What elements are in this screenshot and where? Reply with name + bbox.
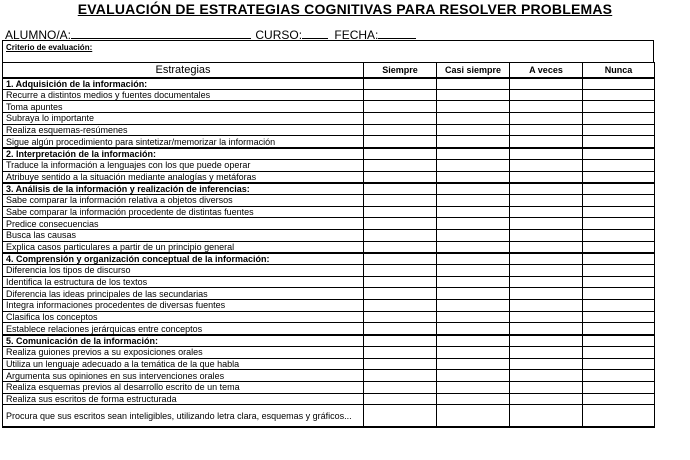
strategy-label: Diferencia las ideas principales de las secundarias: [3, 288, 364, 300]
rating-cell-nunca[interactable]: [583, 171, 655, 183]
rating-cell-siempre[interactable]: [364, 124, 437, 136]
section-row: [3, 148, 655, 160]
rating-cell-a-veces[interactable]: [510, 370, 583, 382]
rating-cell-casi-siempre[interactable]: [437, 265, 510, 277]
rating-cell-a-veces[interactable]: [510, 136, 583, 148]
rating-cell-siempre[interactable]: [364, 113, 437, 125]
rating-cell-casi-siempre[interactable]: [437, 253, 510, 265]
strategy-label: Traduce la información a lenguajes con los que puede operar: [3, 159, 364, 171]
strategy-row: [3, 346, 655, 358]
rating-cell-a-veces[interactable]: [510, 241, 583, 253]
rating-cell-a-veces[interactable]: [510, 148, 583, 160]
strategy-label: Explica casos particulares a partir de un principio general: [3, 241, 364, 253]
strategy-row: [3, 311, 655, 323]
rating-cell-siempre[interactable]: [364, 288, 437, 300]
strategy-label: Busca las causas: [3, 229, 364, 241]
strategy-row: [3, 358, 655, 370]
strategy-label: Predice consecuencias: [3, 218, 364, 230]
rating-cell-casi-siempre[interactable]: [437, 136, 510, 148]
rating-cell-siempre[interactable]: [364, 206, 437, 218]
rating-cell-siempre[interactable]: [364, 381, 437, 393]
rating-cell-siempre[interactable]: [364, 194, 437, 206]
rating-cell-siempre[interactable]: [364, 171, 437, 183]
rating-cell-nunca[interactable]: [583, 136, 655, 148]
strategy-label: Sigue algún procedimiento para sintetizar/memorizar la información: [3, 136, 364, 148]
rating-cell-casi-siempre[interactable]: [437, 311, 510, 323]
rating-cell-a-veces[interactable]: [510, 265, 583, 277]
rating-cell-siempre[interactable]: [364, 229, 437, 241]
strategy-row: [3, 124, 655, 136]
rating-cell-nunca[interactable]: [583, 405, 655, 427]
rating-cell-siempre[interactable]: [364, 241, 437, 253]
rating-cell-a-veces[interactable]: [510, 288, 583, 300]
rating-cell-a-veces[interactable]: [510, 159, 583, 171]
strategy-label: Atribuye sentido a la situación mediante analogías y metáforas: [3, 171, 364, 183]
column-header-nunca: Nunca: [583, 63, 655, 78]
section-row: [3, 335, 655, 347]
fecha-label: FECHA:: [334, 28, 379, 42]
rating-cell-siempre[interactable]: [364, 101, 437, 113]
document-title: EVALUACIÓN DE ESTRATEGIAS COGNITIVAS PARA RESOLVER PROBLEMAS: [77, 1, 613, 17]
section-title: 5. Comunicación de la información:: [3, 335, 364, 347]
rating-cell-casi-siempre[interactable]: [437, 194, 510, 206]
strategy-row: [3, 218, 655, 230]
strategy-label: Toma apuntes: [3, 101, 364, 113]
rating-cell-nunca[interactable]: [583, 358, 655, 370]
rating-cell-casi-siempre[interactable]: [437, 171, 510, 183]
rating-cell-nunca[interactable]: [583, 241, 655, 253]
rating-cell-a-veces[interactable]: [510, 101, 583, 113]
strategy-row: [3, 323, 655, 335]
rating-cell-nunca[interactable]: [583, 311, 655, 323]
strategy-row: [3, 159, 655, 171]
strategy-label: Procura que sus escritos sean inteligibles, utilizando letra clara, esquemas y gráficos...: [3, 405, 364, 427]
criterio-label: Criterio de evaluación:: [6, 43, 93, 52]
strategy-row: [3, 276, 655, 288]
rating-cell-casi-siempre[interactable]: [437, 159, 510, 171]
rating-cell-casi-siempre[interactable]: [437, 101, 510, 113]
rating-cell-a-veces[interactable]: [510, 253, 583, 265]
rating-cell-nunca[interactable]: [583, 300, 655, 312]
rating-cell-siempre[interactable]: [364, 78, 437, 90]
rating-cell-casi-siempre[interactable]: [437, 288, 510, 300]
section-title: 2. Interpretación de la información:: [3, 148, 364, 160]
rating-cell-a-veces[interactable]: [510, 381, 583, 393]
strategy-label: Subraya lo importante: [3, 113, 364, 125]
rating-cell-a-veces[interactable]: [510, 206, 583, 218]
rating-cell-siempre[interactable]: [364, 335, 437, 347]
rating-cell-siempre[interactable]: [364, 183, 437, 195]
strategy-row: [3, 206, 655, 218]
rating-cell-a-veces[interactable]: [510, 171, 583, 183]
rating-cell-nunca[interactable]: [583, 159, 655, 171]
strategy-row: [3, 405, 655, 427]
rating-cell-casi-siempre[interactable]: [437, 206, 510, 218]
rating-cell-casi-siempre[interactable]: [437, 78, 510, 90]
strategy-row: [3, 288, 655, 300]
strategy-row: [3, 229, 655, 241]
strategy-label: Realiza esquemas-resúmenes: [3, 124, 364, 136]
rating-cell-siempre[interactable]: [364, 405, 437, 427]
rating-cell-a-veces[interactable]: [510, 393, 583, 405]
strategy-row: [3, 265, 655, 277]
strategy-row: [3, 136, 655, 148]
strategy-row: [3, 393, 655, 405]
section-row: [3, 78, 655, 90]
rating-cell-siempre[interactable]: [364, 346, 437, 358]
section-row: [3, 183, 655, 195]
column-header-siempre: Siempre: [364, 63, 437, 78]
strategy-row: [3, 101, 655, 113]
rating-cell-siempre[interactable]: [364, 276, 437, 288]
section-row: [3, 253, 655, 265]
rating-cell-nunca[interactable]: [583, 381, 655, 393]
rating-cell-casi-siempre[interactable]: [437, 276, 510, 288]
rating-cell-nunca[interactable]: [583, 89, 655, 101]
rating-cell-nunca[interactable]: [583, 124, 655, 136]
rating-cell-a-veces[interactable]: [510, 335, 583, 347]
rating-cell-a-veces[interactable]: [510, 323, 583, 335]
rating-cell-nunca[interactable]: [583, 288, 655, 300]
rating-cell-nunca[interactable]: [583, 78, 655, 90]
rating-cell-siempre[interactable]: [364, 218, 437, 230]
rating-cell-a-veces[interactable]: [510, 346, 583, 358]
rating-cell-a-veces[interactable]: [510, 78, 583, 90]
strategy-label: Integra informaciones procedentes de diversas fuentes: [3, 300, 364, 312]
rating-cell-siempre[interactable]: [364, 311, 437, 323]
rating-cell-a-veces[interactable]: [510, 194, 583, 206]
rating-cell-siempre[interactable]: [364, 300, 437, 312]
strategy-row: [3, 241, 655, 253]
rating-cell-a-veces[interactable]: [510, 89, 583, 101]
rating-cell-siempre[interactable]: [364, 370, 437, 382]
fecha-blank[interactable]: [378, 28, 416, 39]
rating-cell-casi-siempre[interactable]: [437, 346, 510, 358]
rating-cell-nunca[interactable]: [583, 370, 655, 382]
strategy-row: [3, 370, 655, 382]
rating-cell-casi-siempre[interactable]: [437, 183, 510, 195]
rating-cell-nunca[interactable]: [583, 229, 655, 241]
strategy-label: Establece relaciones jerárquicas entre conceptos: [3, 323, 364, 335]
strategy-row: [3, 171, 655, 183]
rating-cell-siempre[interactable]: [364, 136, 437, 148]
rating-cell-a-veces[interactable]: [510, 358, 583, 370]
column-header-strategies: Estrategias: [3, 63, 364, 78]
strategy-label: Realiza esquemas previos al desarrollo escrito de un tema: [3, 381, 364, 393]
rating-cell-casi-siempre[interactable]: [437, 113, 510, 125]
rating-cell-siempre[interactable]: [364, 253, 437, 265]
strategy-row: [3, 194, 655, 206]
rating-cell-a-veces[interactable]: [510, 218, 583, 230]
rating-cell-nunca[interactable]: [583, 346, 655, 358]
rating-cell-nunca[interactable]: [583, 218, 655, 230]
strategy-row: [3, 381, 655, 393]
rating-cell-siempre[interactable]: [364, 265, 437, 277]
rating-cell-casi-siempre[interactable]: [437, 405, 510, 427]
rating-cell-casi-siempre[interactable]: [437, 393, 510, 405]
rating-cell-nunca[interactable]: [583, 148, 655, 160]
rating-cell-nunca[interactable]: [583, 194, 655, 206]
rating-cell-a-veces[interactable]: [510, 405, 583, 427]
strategy-label: Identifica la estructura de los textos: [3, 276, 364, 288]
strategy-label: Recurre a distintos medios y fuentes documentales: [3, 89, 364, 101]
table-body: [3, 78, 655, 427]
rating-cell-siempre[interactable]: [364, 159, 437, 171]
section-title: 4. Comprensión y organización conceptual de la información:: [3, 253, 364, 265]
rating-cell-casi-siempre[interactable]: [437, 89, 510, 101]
rating-cell-siempre[interactable]: [364, 393, 437, 405]
rating-cell-nunca[interactable]: [583, 113, 655, 125]
curso-blank[interactable]: [302, 28, 328, 39]
rating-cell-casi-siempre[interactable]: [437, 300, 510, 312]
rating-cell-a-veces[interactable]: [510, 300, 583, 312]
rating-cell-a-veces[interactable]: [510, 276, 583, 288]
section-title: 3. Análisis de la información y realización de inferencias:: [3, 183, 364, 195]
strategy-label: Sabe comparar la información relativa a objetos diversos: [3, 194, 364, 206]
rating-cell-nunca[interactable]: [583, 183, 655, 195]
rating-cell-nunca[interactable]: [583, 393, 655, 405]
rating-cell-casi-siempre[interactable]: [437, 335, 510, 347]
strategy-label: Diferencia los tipos de discurso: [3, 265, 364, 277]
rating-cell-nunca[interactable]: [583, 101, 655, 113]
rating-cell-siempre[interactable]: [364, 358, 437, 370]
rating-cell-casi-siempre[interactable]: [437, 124, 510, 136]
rating-cell-siempre[interactable]: [364, 323, 437, 335]
rating-cell-nunca[interactable]: [583, 265, 655, 277]
rating-cell-a-veces[interactable]: [510, 124, 583, 136]
strategy-label: Sabe comparar la información procedente de distintas fuentes: [3, 206, 364, 218]
rating-cell-casi-siempre[interactable]: [437, 148, 510, 160]
rating-cell-casi-siempre[interactable]: [437, 381, 510, 393]
rating-cell-casi-siempre[interactable]: [437, 241, 510, 253]
column-header-a-veces: A veces: [510, 63, 583, 78]
criterio-box: [2, 40, 654, 62]
rating-cell-nunca[interactable]: [583, 206, 655, 218]
strategy-label: Realiza sus escritos de forma estructurada: [3, 393, 364, 405]
table-header-row: [3, 63, 655, 78]
strategy-label: Argumenta sus opiniones en sus intervenciones orales: [3, 370, 364, 382]
strategy-row: [3, 300, 655, 312]
curso-label: CURSO:: [255, 28, 303, 42]
rating-cell-casi-siempre[interactable]: [437, 370, 510, 382]
strategy-label: Realiza guiones previos a su exposiciones orales: [3, 346, 364, 358]
rating-cell-a-veces[interactable]: [510, 311, 583, 323]
rating-cell-nunca[interactable]: [583, 335, 655, 347]
rating-cell-nunca[interactable]: [583, 323, 655, 335]
rating-cell-casi-siempre[interactable]: [437, 358, 510, 370]
alumno-label: ALUMNO/A:: [5, 28, 72, 42]
rating-cell-a-veces[interactable]: [510, 113, 583, 125]
strategy-row: [3, 89, 655, 101]
rating-cell-a-veces[interactable]: [510, 229, 583, 241]
strategy-row: [3, 113, 655, 125]
strategy-label: Clasifica los conceptos: [3, 311, 364, 323]
section-title: 1. Adquisición de la información:: [3, 78, 364, 90]
rating-cell-siempre[interactable]: [364, 89, 437, 101]
column-header-casi-siempre: Casi siempre: [437, 63, 510, 78]
rating-cell-casi-siempre[interactable]: [437, 323, 510, 335]
rating-cell-casi-siempre[interactable]: [437, 218, 510, 230]
rating-cell-a-veces[interactable]: [510, 183, 583, 195]
rating-cell-nunca[interactable]: [583, 276, 655, 288]
rating-cell-nunca[interactable]: [583, 253, 655, 265]
rating-cell-casi-siempre[interactable]: [437, 229, 510, 241]
strategy-label: Utiliza un lenguaje adecuado a la temática de la que habla: [3, 358, 364, 370]
evaluation-table: [2, 62, 655, 428]
alumno-blank[interactable]: [71, 28, 251, 39]
rating-cell-siempre[interactable]: [364, 148, 437, 160]
